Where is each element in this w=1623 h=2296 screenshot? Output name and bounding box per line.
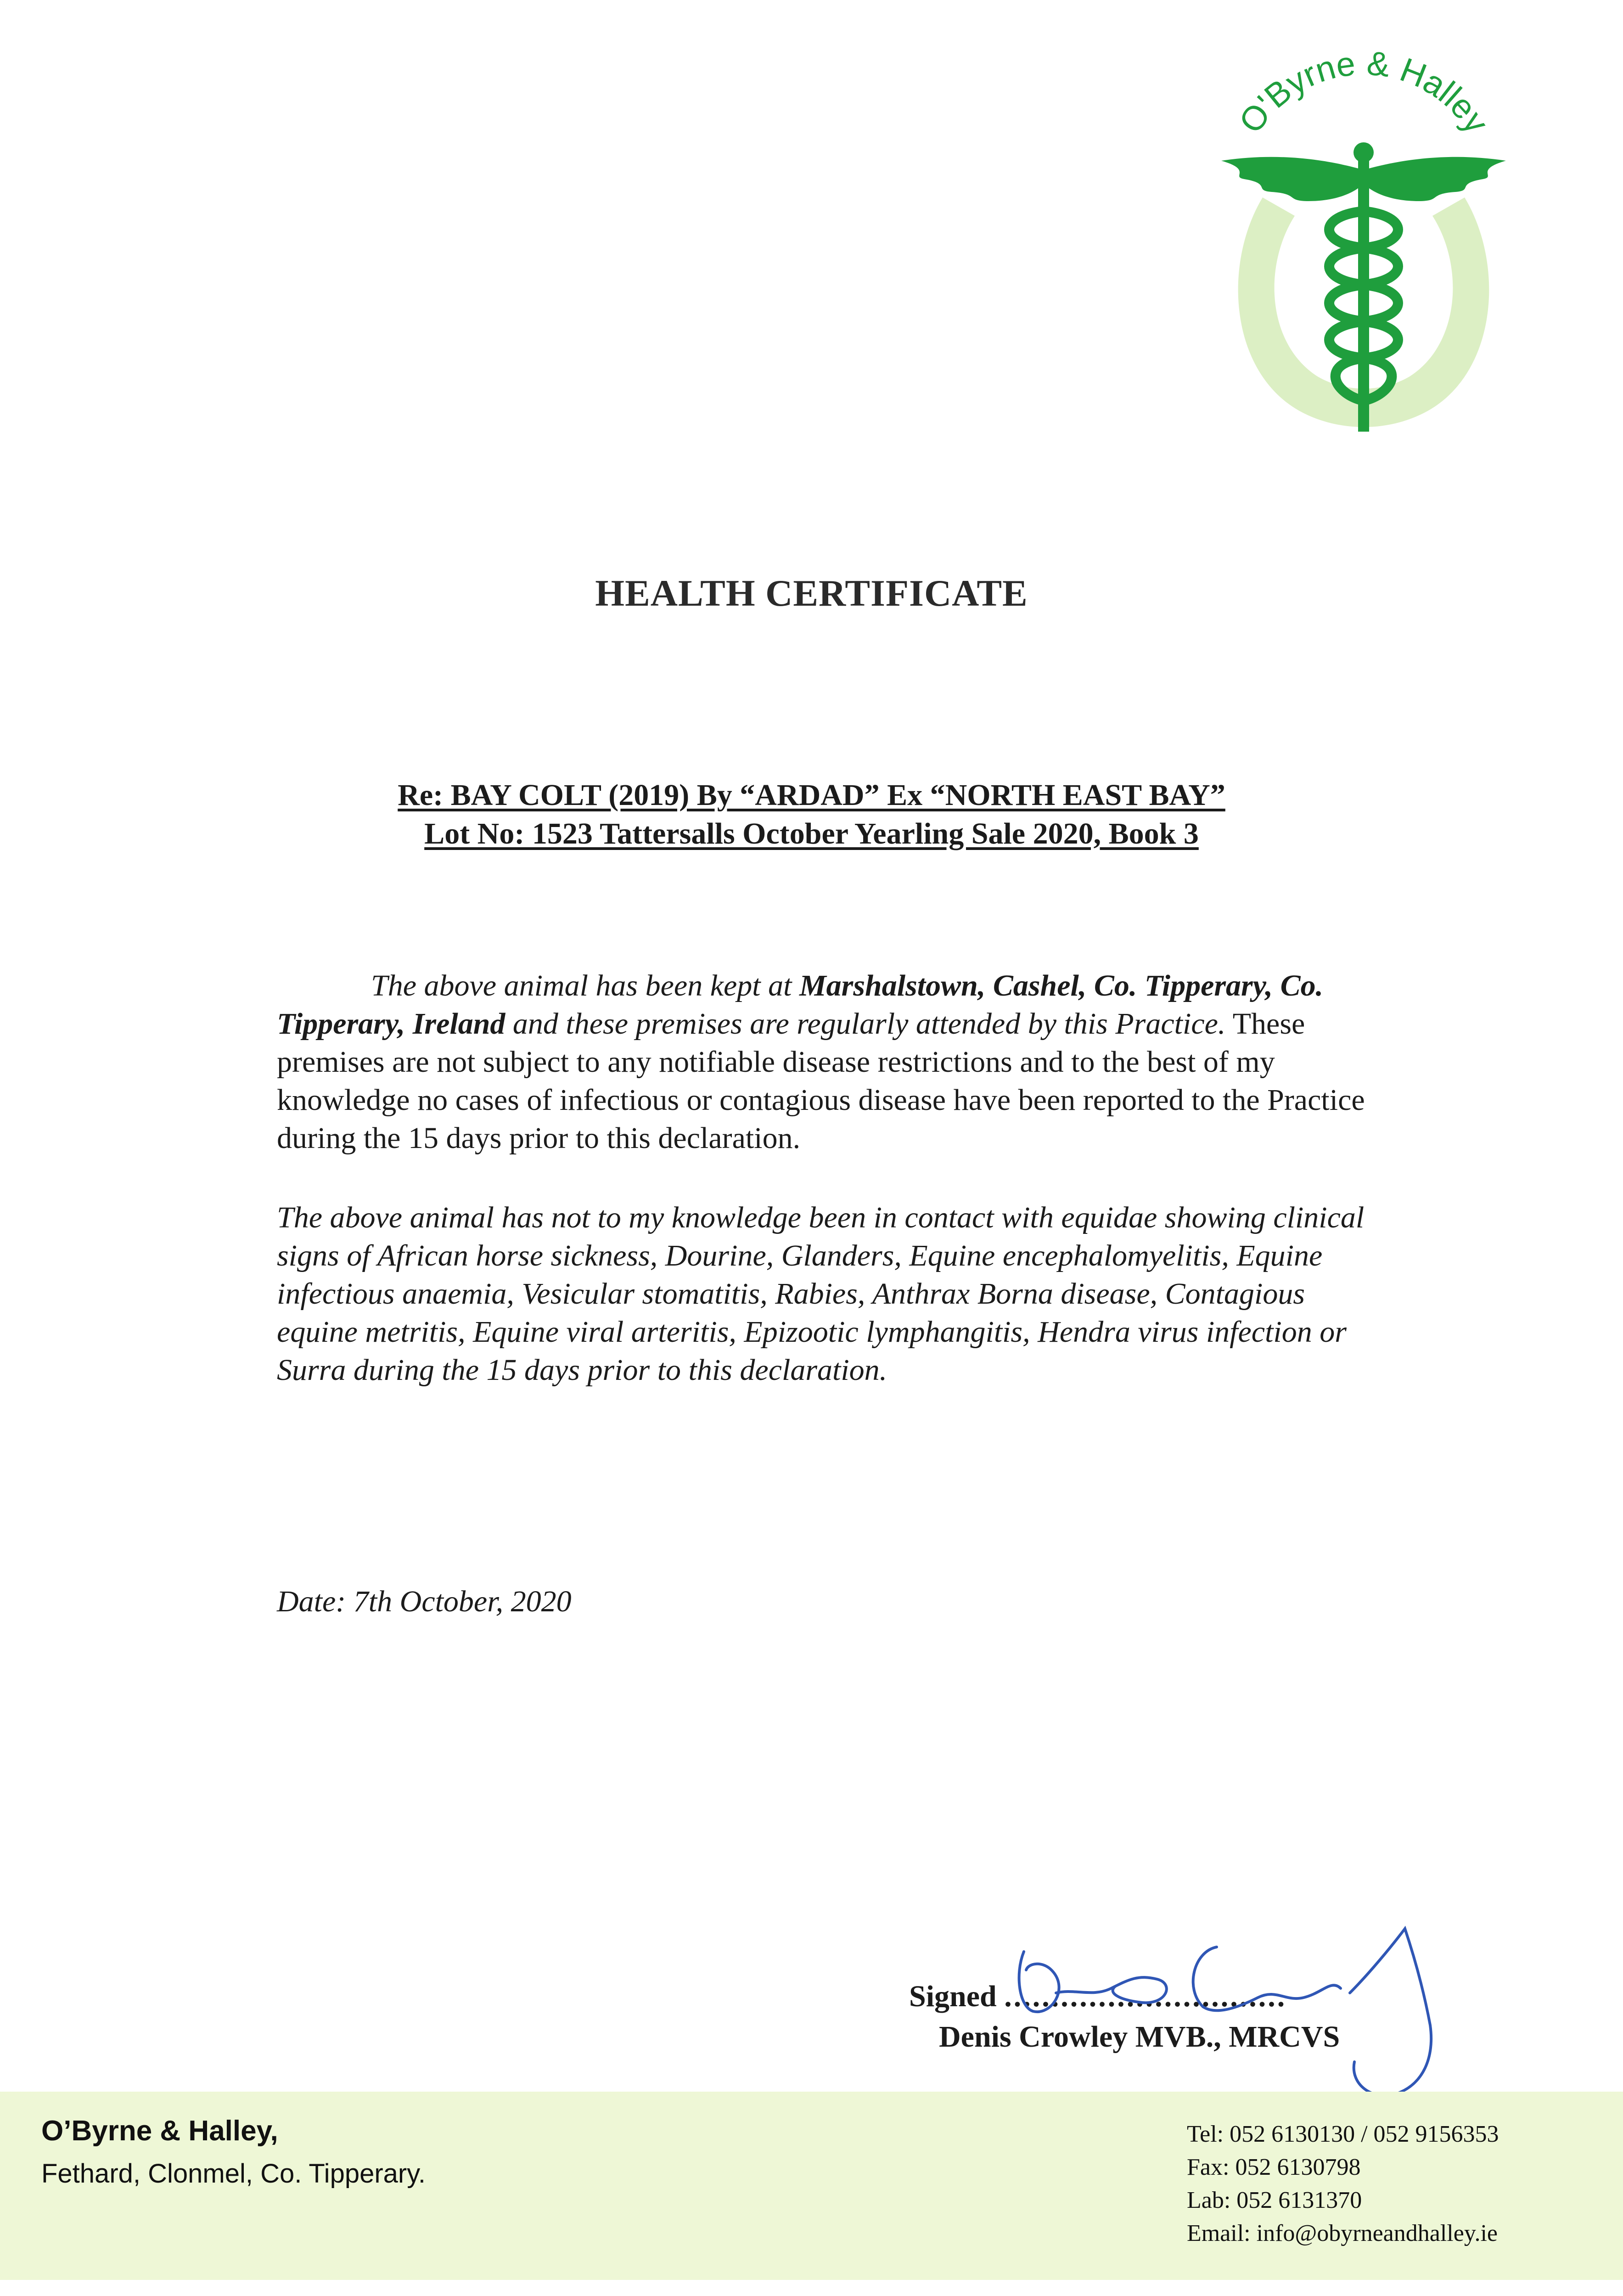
- re-block: [0, 776, 1623, 853]
- para1-rest: These premises are not subject to any notifiable disease restrictions and to the best of my knowledge no cases of infectious or contagious disease have been reported to the Practice during the 15 days prior to this declaration.: [277, 1007, 1365, 1155]
- staff-icon: [1358, 156, 1369, 432]
- certificate-date: Date: 7th October, 2020: [277, 1585, 572, 1618]
- contact-email: Email: info@obyrneandhalley.ie: [1187, 2220, 1498, 2246]
- practice-name: O’Byrne & Halley,: [41, 2115, 278, 2147]
- para1-mid: and these premises are regularly attended by this Practice.: [505, 1007, 1226, 1041]
- signer-name: Denis Crowley MVB., MRCVS: [939, 2020, 1340, 2054]
- practice-address: Fethard, Clonmel, Co. Tipperary.: [41, 2159, 426, 2189]
- document-title: HEALTH CERTIFICATE: [595, 572, 1028, 614]
- contact-lab: Lab: 052 6131370: [1187, 2187, 1362, 2213]
- contact-block: [1187, 2118, 1499, 2250]
- re-line-horse: Re: BAY COLT (2019) By “ARDAD” Ex “NORTH EAST BAY”: [398, 778, 1225, 812]
- contact-fax: Fax: 052 6130798: [1187, 2154, 1361, 2180]
- paragraph-contact: The above animal has not to my knowledge been in contact with equidae showing clinical signs of African horse sickness, Dourine, Glanders, Equine encephalomyelitis, Equine infectious anaemia, Vesicular stomatitis, Rabies, Anthrax Borna disease, Contagious equine metritis, Equine viral arteritis, Epizootic lymphangitis, Hendra virus infection or Surra during the 15 days prior to this declaration.: [277, 1201, 1365, 1387]
- re-line-lot: Lot No: 1523 Tattersalls October Yearling Sale 2020, Book 3: [424, 817, 1199, 850]
- signature-dots: ..............................: [1004, 1980, 1287, 2013]
- para1-intro: The above animal has been kept at: [371, 969, 799, 1002]
- caduceus-horseshoe-logo: [1203, 46, 1524, 436]
- signed-label: Signed: [909, 1980, 997, 2013]
- contact-tel: Tel: 052 6130130 / 052 9156353: [1187, 2121, 1499, 2147]
- paragraph-premises: [277, 967, 1379, 1157]
- logo-arc-text: O'Byrne & Halley: [1231, 46, 1496, 140]
- para1-location: Marshalstown, Cashel, Co. Tipperary, Co. Tipperary, Ireland: [277, 969, 1324, 1041]
